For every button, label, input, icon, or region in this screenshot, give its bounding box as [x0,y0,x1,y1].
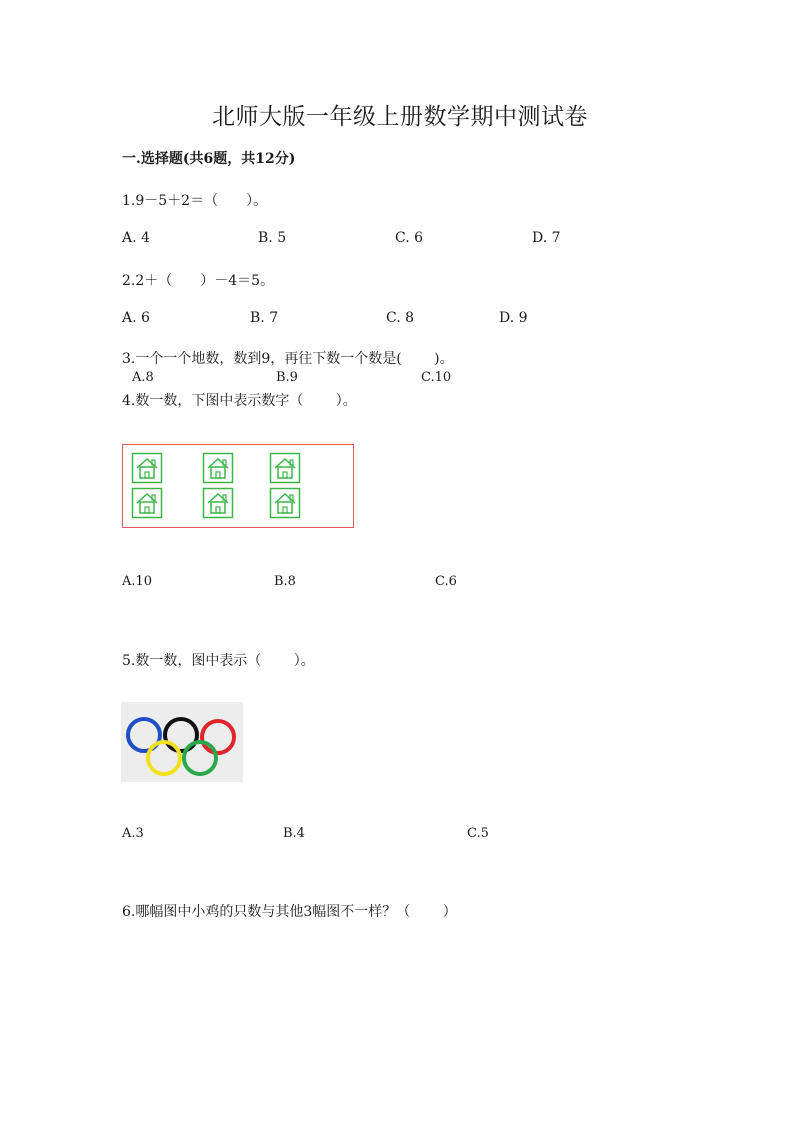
question-4-option-a[interactable]: A.10 [122,574,153,589]
house-icon [131,452,163,484]
question-3-option-c[interactable]: C.10 [421,370,452,385]
olympic-rings-icon [121,702,243,782]
question-3-option-a[interactable]: A.8 [132,370,154,385]
question-1-option-c[interactable]: C. 6 [395,230,424,246]
section-heading: 一.选择题(共6题，共12分) [122,151,296,167]
question-2-option-d[interactable]: D. 9 [499,310,528,326]
question-4-option-c[interactable]: C.6 [435,574,457,589]
house-icon [269,487,301,519]
house-icon [269,452,301,484]
question-2-stem: 2.2＋（ ）－4＝5。 [122,273,275,289]
rings-figure [121,702,243,782]
page-title: 北师大版一年级上册数学期中测试卷 [212,104,588,130]
question-1-option-b[interactable]: B. 5 [258,230,287,246]
question-6-stem: 6.哪幅图中小鸡的只数与其他3幅图不一样？（ ） [122,904,457,920]
question-5-stem: 5.数一数，图中表示（ ）。 [122,653,315,669]
question-2-option-b[interactable]: B. 7 [250,310,279,326]
question-4-option-b[interactable]: B.8 [274,574,296,589]
question-2-option-a[interactable]: A. 6 [122,310,150,326]
question-1-option-a[interactable]: A. 4 [122,230,150,246]
house-icon [131,487,163,519]
question-3-stem: 3.一个一个地数，数到9，再往下数一个数是( )。 [122,351,454,367]
question-5-option-a[interactable]: A.3 [122,826,144,841]
question-4-stem: 4.数一数，下图中表示数字（ ）。 [122,393,357,409]
question-5-option-c[interactable]: C.5 [467,826,489,841]
house-figure [122,444,354,528]
house-icon [202,487,234,519]
question-3-option-b[interactable]: B.9 [276,370,298,385]
question-1-option-d[interactable]: D. 7 [532,230,561,246]
question-1-stem: 1.9－5＋2＝（ ）。 [122,193,268,209]
house-icon [202,452,234,484]
question-2-option-c[interactable]: C. 8 [386,310,415,326]
question-5-option-b[interactable]: B.4 [283,826,305,841]
